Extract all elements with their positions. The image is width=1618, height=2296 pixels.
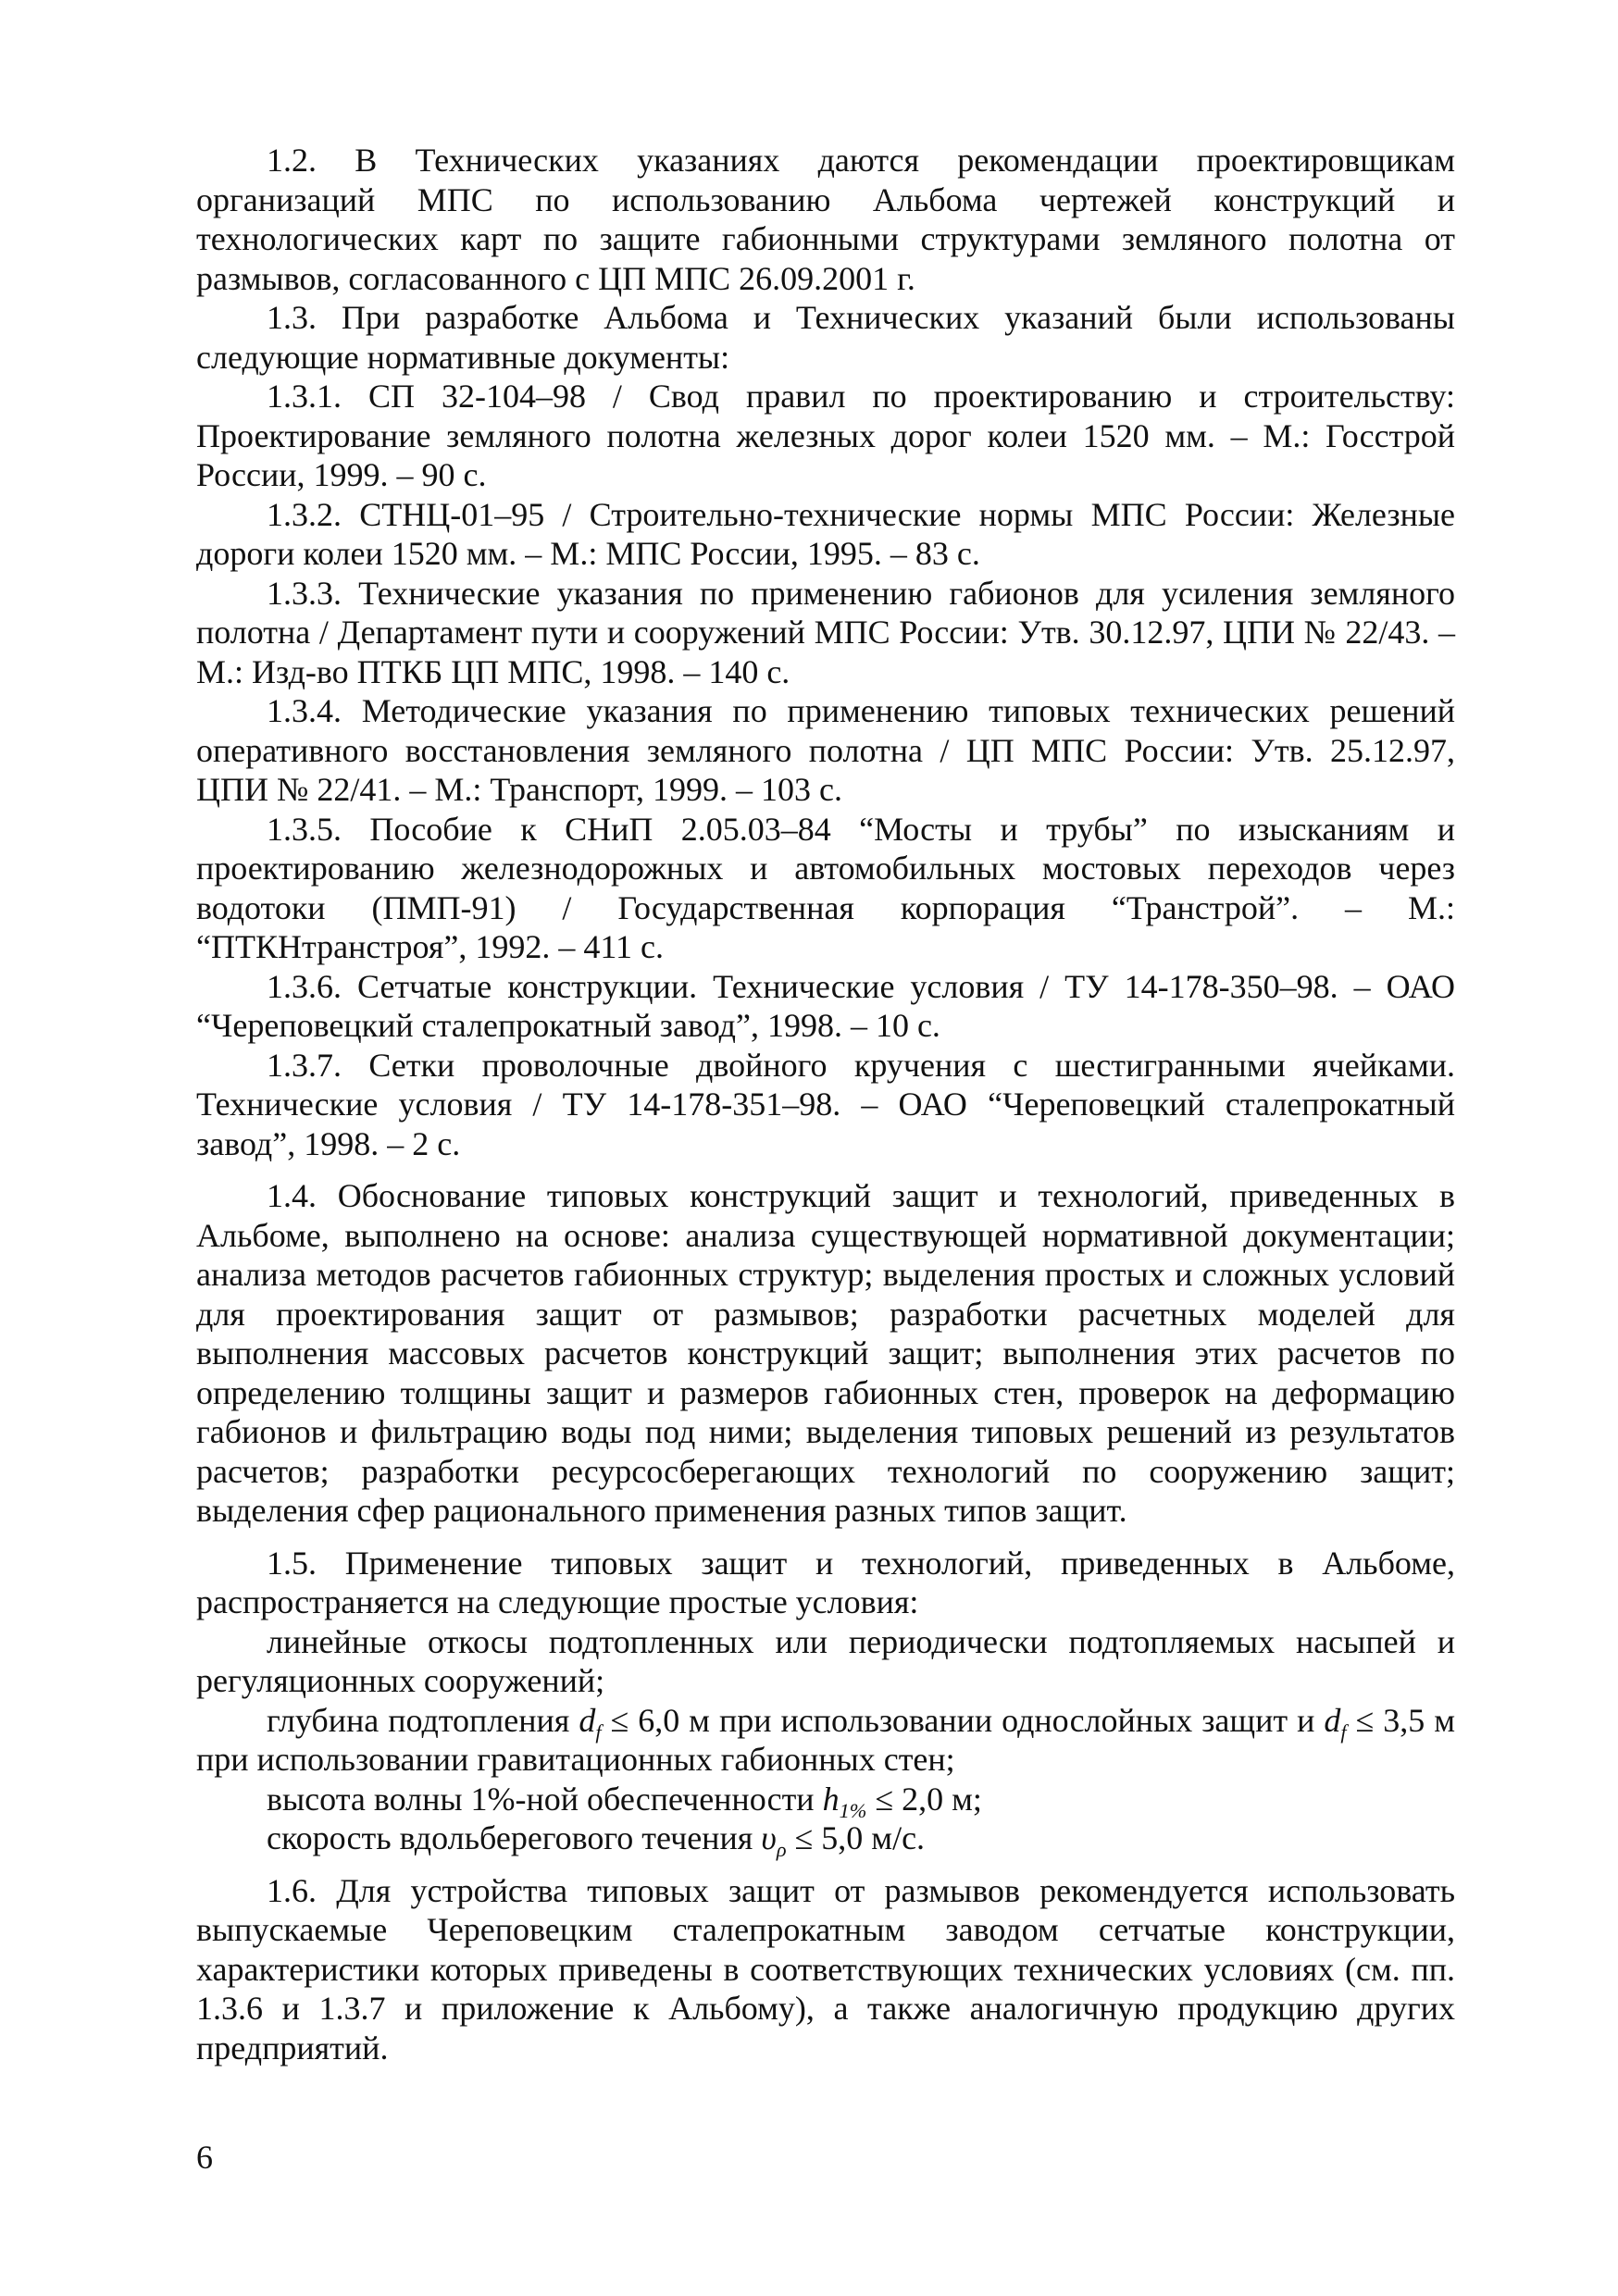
paragraph-1-3-2: 1.3.2. СТНЦ-01–95 / Строительно-технические нормы МПС России: Железные дороги колеи 1520 мм. – М.: МПС России, 1995. – 83 с.	[196, 495, 1455, 572]
paragraph-1-5: 1.5. Применение типовых защит и технологий, приведенных в Альбоме, распространяется на следующие простые условия:	[196, 1544, 1455, 1620]
paragraph-1-3-4: 1.3.4. Методические указания по применению типовых технических решений оперативного восстановления земляного полотна / ЦП МПС России: Утв. 25.12.97, ЦПИ № 22/41. – М.: Транспорт, 1999. – 103 с.	[196, 692, 1455, 808]
condition-slopes: линейные откосы подтопленных или периодически подтопляемых насыпей и регуляционных сооружений;	[196, 1622, 1455, 1699]
paragraph-1-3-7: 1.3.7. Сетки проволочные двойного кручения с шестигранными ячейками. Технические условия / ТУ 14-178-351–98. – ОАО “Череповецкий сталепрокатный завод”, 1998. – 2 с.	[196, 1046, 1455, 1162]
paragraph-1-2: 1.2. В Технических указаниях даются рекомендации проектировщикам организаций МПС по использованию Альбома чертежей конструкций и технологических карт по защите габионными структурами земляного полотна от размывов, согласованного с ЦП МПС 26.09.2001 г.	[196, 142, 1455, 297]
paragraph-1-3-1: 1.3.1. СП 32-104–98 / Свод правил по проектированию и строительству: Проектирование земляного полотна железных дорог колеи 1520 мм. – М.: Госстрой России, 1999. – 90 с.	[196, 378, 1455, 493]
paragraph-1-3-6: 1.3.6. Сетчатые конструкции. Технические условия / ТУ 14-178-350–98. – ОАО “Череповецкий сталепрокатный завод”, 1998. – 10 с.	[196, 967, 1455, 1044]
page-number: 6	[196, 2139, 213, 2176]
condition-flood-depth: глубина подтопления $d_f \le 6,0$ м при использовании однослойных защит и $d_f \le 3,5$ м при использовании гравитационных габионных стен;	[196, 1701, 1455, 1778]
page-body	[196, 141, 1455, 2067]
paragraph-1-3: 1.3. При разработке Альбома и Технических указаний были использованы следующие нормативные документы:	[196, 299, 1455, 376]
condition-wave-height: высота волны 1%-ной обеспеченности $h_{1\%} \le 2,0$ м;	[267, 1780, 982, 1822]
paragraph-1-6: 1.6. Для устройства типовых защит от размывов рекомендуется использовать выпускаемые Череповецким сталепрокатным заводом сетчатые конструкции, характеристики которых приведены в соответствующих технических условиях (см. пп. 1.3.6 и 1.3.7 и приложение к Альбому), а также аналогичную продукцию других предприятий.	[196, 1871, 1455, 2066]
paragraph-1-3-5: 1.3.5. Пособие к СНиП 2.05.03–84 “Мосты и трубы” по изысканиям и проектированию железнодорожных и автомобильных мостовых переходов через водотоки (ПМП-91) / Государственная корпорация “Транстрой”. – М.: “ПТКНтранстроя”, 1992. – 411 с.	[196, 810, 1455, 965]
condition-current-speed: скорость вдольберегового течения $\upsilon_\rho \le 5,0$ м/с.	[267, 1819, 926, 1862]
paragraph-1-4: 1.4. Обоснование типовых конструкций защит и технологий, приведенных в Альбоме, выполнено на основе: анализа существующей нормативной документации; анализа методов расчетов габионных структур; выделения простых и сложных условий для проектирования защит от размывов; разработки расчетных моделей для выполнения массовых расчетов конструкций защит; выполнения этих расчетов по определению толщины защит и размеров габионных стен, проверок на деформацию габионов и фильтрацию воды под ними; выделения типовых решений из результатов расчетов; разработки ресурсосберегающих технологий по сооружению защит; выделения сфер рационального применения разных типов защит.	[196, 1177, 1455, 1529]
paragraph-1-3-3: 1.3.3. Технические указания по применению габионов для усиления земляного полотна / Департамент пути и сооружений МПС России: Утв. 30.12.97, ЦПИ № 22/43. – М.: Изд-во ПТКБ ЦП МПС, 1998. – 140 с.	[196, 574, 1455, 690]
